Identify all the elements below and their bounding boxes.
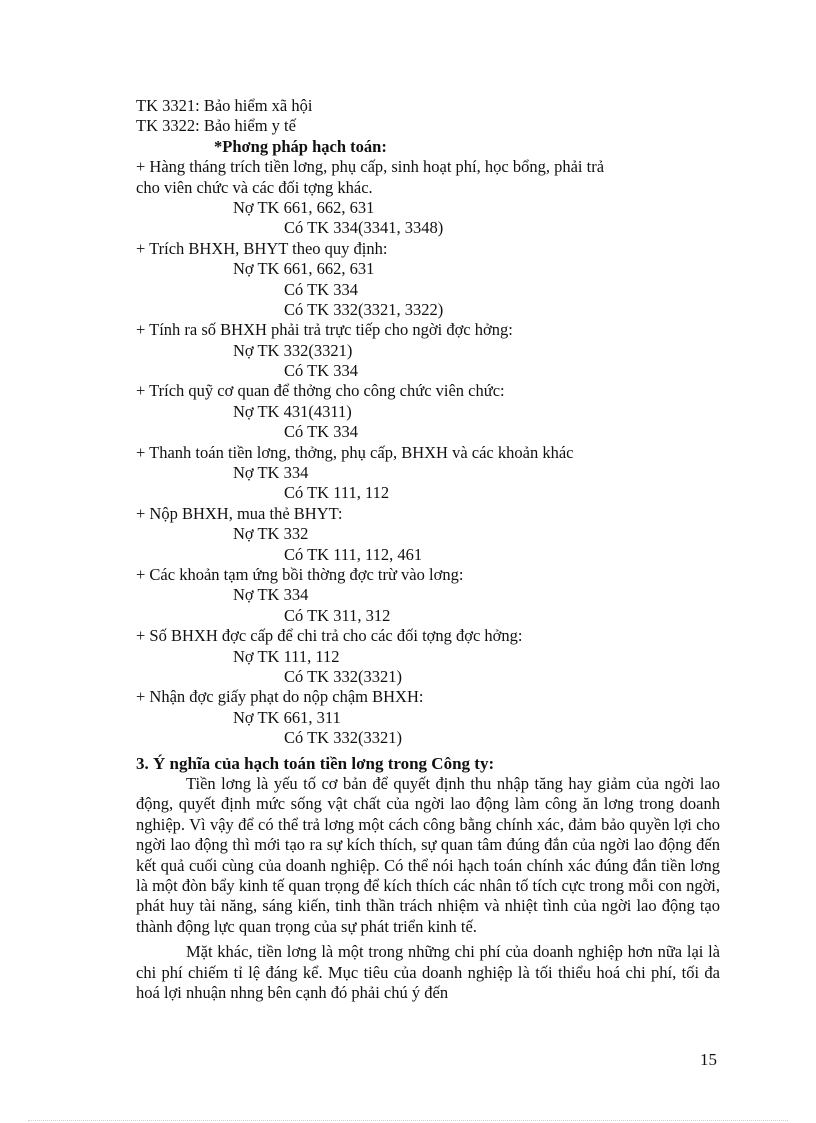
- text-line: TK 3321: Bảo hiểm xã hội: [136, 96, 313, 115]
- text-line: + Trích quỹ cơ quan để thởng cho công chức viên chức:: [136, 381, 505, 401]
- text-line: Có TK 311, 312: [284, 605, 391, 625]
- text-line: Nợ TK 431(4311): [233, 401, 352, 421]
- text-line: Nợ TK 334: [233, 463, 309, 483]
- paragraph: Mặt khác, tiền lơng là một trong những chi phí của doanh nghiệp hơn nữa lại là chi phí chiếm tỉ lệ đáng kể. Mục tiêu của doanh nghiệp là tối thiểu hoá chi phí, tối đa hoá lợi nhuận nhng bên cạnh đó phải chú ý đến: [136, 942, 720, 1002]
- text-line: Có TK 334(3341, 3348): [284, 218, 444, 238]
- text-line: Nợ TK 661, 662, 631: [233, 259, 375, 279]
- text-line: Nợ TK 334: [233, 585, 309, 605]
- paragraph: Tiền lơng là yếu tố cơ bản để quyết định thu nhập tăng hay giảm của ngời lao động, quyết định mức sống vật chất của ngời lao động làm công ăn lơng trong doanh nghiệp. Vì vậy để có thể trả lơng một cách công bằng chính xác, đảm bảo quyền lợi cho ngời lao động thì mới tạo ra sự kích thích, sự quan tâm đúng đắn của ngời lao động đến kết quả cuối cùng của doanh nghiệp. Có thể nói hạch toán chính xác đúng đắn tiền lơng là một đòn bẩy kinh tế quan trọng để kích thích các nhân tố tích cực trong mỗi con ngời, phát huy tài năng, sáng kiến, tinh thần trách nhiệm và nhiệt tình của ngời lao động tạo thành động lực quan trọng của sự phát triển kinh tế.: [136, 773, 720, 936]
- text-line: TK 3322: Bảo hiểm y tế: [136, 116, 296, 136]
- text-line: Có TK 334: [284, 361, 358, 381]
- text-line: + Nộp BHXH, mua thẻ BHYT:: [136, 503, 343, 523]
- text-line: Nợ TK 661, 311: [233, 707, 341, 727]
- text-line: + Thanh toán tiền lơng, thởng, phụ cấp, BHXH và các khoản khác: [136, 442, 574, 462]
- text-line: cho viên chức và các đối tợng khác.: [136, 177, 373, 197]
- text-line: + Hàng tháng trích tiền lơng, phụ cấp, sinh hoạt phí, học bổng, phải trả: [136, 157, 605, 177]
- text-line: + Nhận đợc giấy phạt do nộp chậm BHXH:: [136, 687, 424, 707]
- text-line: + Số BHXH đợc cấp để chi trả cho các đối tợng đợc hởng:: [136, 626, 523, 646]
- text-line: Có TK 332(3321, 3322): [284, 299, 444, 319]
- text-line: *Phơng pháp hạch toán:: [214, 136, 387, 156]
- document-page: [136, 96, 720, 1003]
- text-line: Có TK 111, 112, 461: [284, 544, 423, 564]
- text-line: Có TK 334: [284, 422, 358, 442]
- text-line: Có TK 111, 112: [284, 483, 390, 503]
- text-line: Nợ TK 332: [233, 524, 309, 544]
- text-line: Có TK 334: [284, 279, 358, 299]
- text-line: Nợ TK 332(3321): [233, 340, 353, 360]
- section-heading: 3. Ý nghĩa của hạch toán tiền lơng trong Công ty:: [136, 753, 495, 773]
- text-line: Nợ TK 111, 112: [233, 646, 340, 666]
- page-number: 15: [700, 1050, 717, 1069]
- accounting-entries: [136, 96, 720, 749]
- footer-rule: [28, 1120, 788, 1121]
- text-line: + Các khoản tạm ứng bồi thờng đợc trừ vào lơng:: [136, 564, 464, 584]
- text-line: + Tính ra số BHXH phải trả trực tiếp cho ngời đợc hởng:: [136, 320, 513, 340]
- text-line: Nợ TK 661, 662, 631: [233, 197, 375, 217]
- text-line: Có TK 332(3321): [284, 666, 402, 686]
- text-line: + Trích BHXH, BHYT theo quy định:: [136, 238, 388, 258]
- text-line: Có TK 332(3321): [284, 728, 402, 748]
